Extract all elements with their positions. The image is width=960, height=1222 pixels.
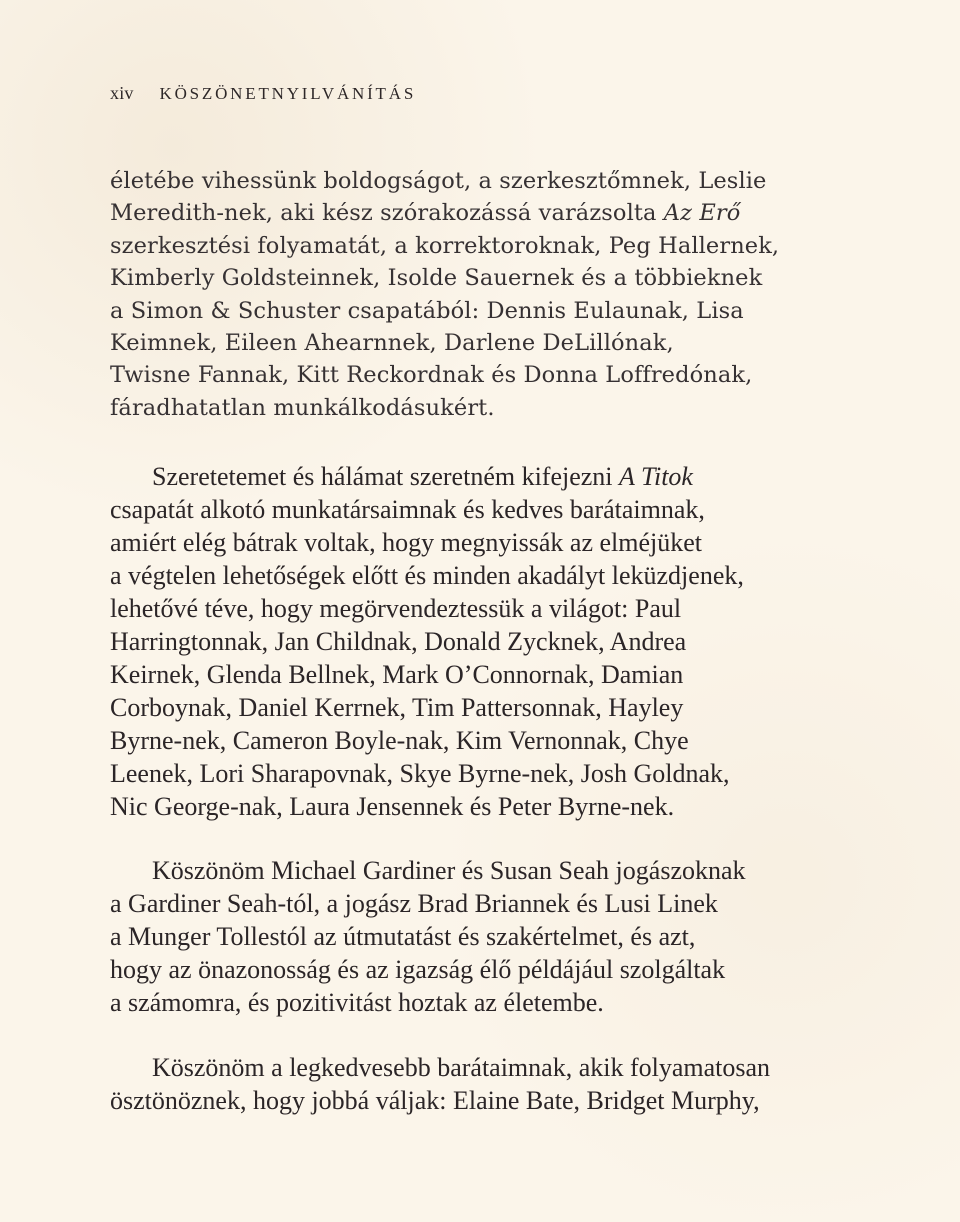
paragraph-1-line-7: Twisne Fannak, Kitt Reckordnak és Donna Loffredónak, xyxy=(110,362,753,389)
paragraph-3-line-4: hogy az önazonosság és az igazság élő példájául szolgáltak xyxy=(110,955,726,984)
paragraph-2-line-8: Corboynak, Daniel Kerrnek, Tim Pattersonnak, Hayley xyxy=(110,693,684,722)
paragraph-2-line-9: Byrne-nek, Cameron Boyle-nak, Kim Vernonnak, Chye xyxy=(110,726,689,755)
paragraph-1-line-2-text: Meredith-nek, aki kész szórakozássá varázsolta xyxy=(110,200,664,227)
paragraph-2-line-11: Nic George-nak, Laura Jensennek és Peter Byrne-nek. xyxy=(110,792,675,821)
paragraph-2-line-5: lehetővé téve, hogy megörvendeztessük a világot: Paul xyxy=(110,594,682,623)
paragraph-4-line-2: ösztönöznek, hogy jobbá váljak: Elaine Bate, Bridget Murphy, xyxy=(110,1086,760,1115)
paragraph-2-line-3: amiért elég bátrak voltak, hogy megnyissák az elméjüket xyxy=(110,528,703,557)
paragraph-4-line-1: Köszönöm a legkedvesebb barátaimnak, akik folyamatosan xyxy=(152,1053,771,1082)
paragraph-2-line-7: Keirnek, Glenda Bellnek, Mark O’Connornak, Damian xyxy=(110,660,684,689)
paragraph-2-line-10: Leenek, Lori Sharapovnak, Skye Byrne-nek, Josh Goldnak, xyxy=(110,759,730,788)
paragraph-1-line-3: szerkesztési folyamatát, a korrektoroknak, Peg Hallernek, xyxy=(110,232,780,259)
acknowledgement-paragraph-4 xyxy=(110,1051,840,1117)
acknowledgement-paragraph-3 xyxy=(110,854,840,1019)
chapter-title: KÖSZÖNETNYILVÁNÍTÁS xyxy=(159,84,417,103)
book-title-az-ero: Az Erő xyxy=(663,200,741,227)
paragraph-1-line-2 xyxy=(110,197,840,229)
page-number: xiv xyxy=(110,83,134,103)
paragraph-2-line-6: Harringtonnak, Jan Childnak, Donald Zycknek, Andrea xyxy=(110,627,687,656)
paragraph-1-line-1: életébe vihessünk boldogságot, a szerkesztőmnek, Leslie xyxy=(110,168,767,194)
running-header xyxy=(110,84,416,102)
acknowledgement-paragraph-2 xyxy=(110,460,840,823)
paragraph-1-line-4: Kimberly Goldsteinnek, Isolde Sauernek és a többieknek xyxy=(110,265,763,292)
paragraph-2-line-4: a végtelen lehetőségek előtt és minden akadályt leküzdjenek, xyxy=(110,561,744,590)
paragraph-2-line-1-text: Szeretetemet és hálámat szeretném kifejezni xyxy=(152,462,620,491)
paragraph-2-line-1 xyxy=(110,460,840,493)
paragraph-2-line-2: csapatát alkotó munkatársaimnak és kedves barátaimnak, xyxy=(110,495,705,524)
paragraph-3-line-2: a Gardiner Seah-tól, a jogász Brad Briannek és Lusi Linek xyxy=(110,889,718,918)
paragraph-1-line-8: fáradhatatlan munkálkodásukért. xyxy=(110,394,495,421)
paragraph-3-line-1: Köszönöm Michael Gardiner és Susan Seah jogászoknak xyxy=(152,856,746,885)
book-title-a-titok: A Titok xyxy=(619,462,693,491)
paragraph-1-line-6: Keimnek, Eileen Ahearnnek, Darlene DeLillónak, xyxy=(110,330,674,357)
acknowledgement-paragraph-1 xyxy=(110,165,840,424)
paragraph-3-line-5: a számomra, és pozitivitást hoztak az életembe. xyxy=(110,988,604,1017)
paragraph-3-line-3: a Munger Tollestól az útmutatást és szakértelmet, és azt, xyxy=(110,922,696,951)
paragraph-1-line-5: a Simon & Schuster csapatából: Dennis Eulaunak, Lisa xyxy=(110,297,744,324)
